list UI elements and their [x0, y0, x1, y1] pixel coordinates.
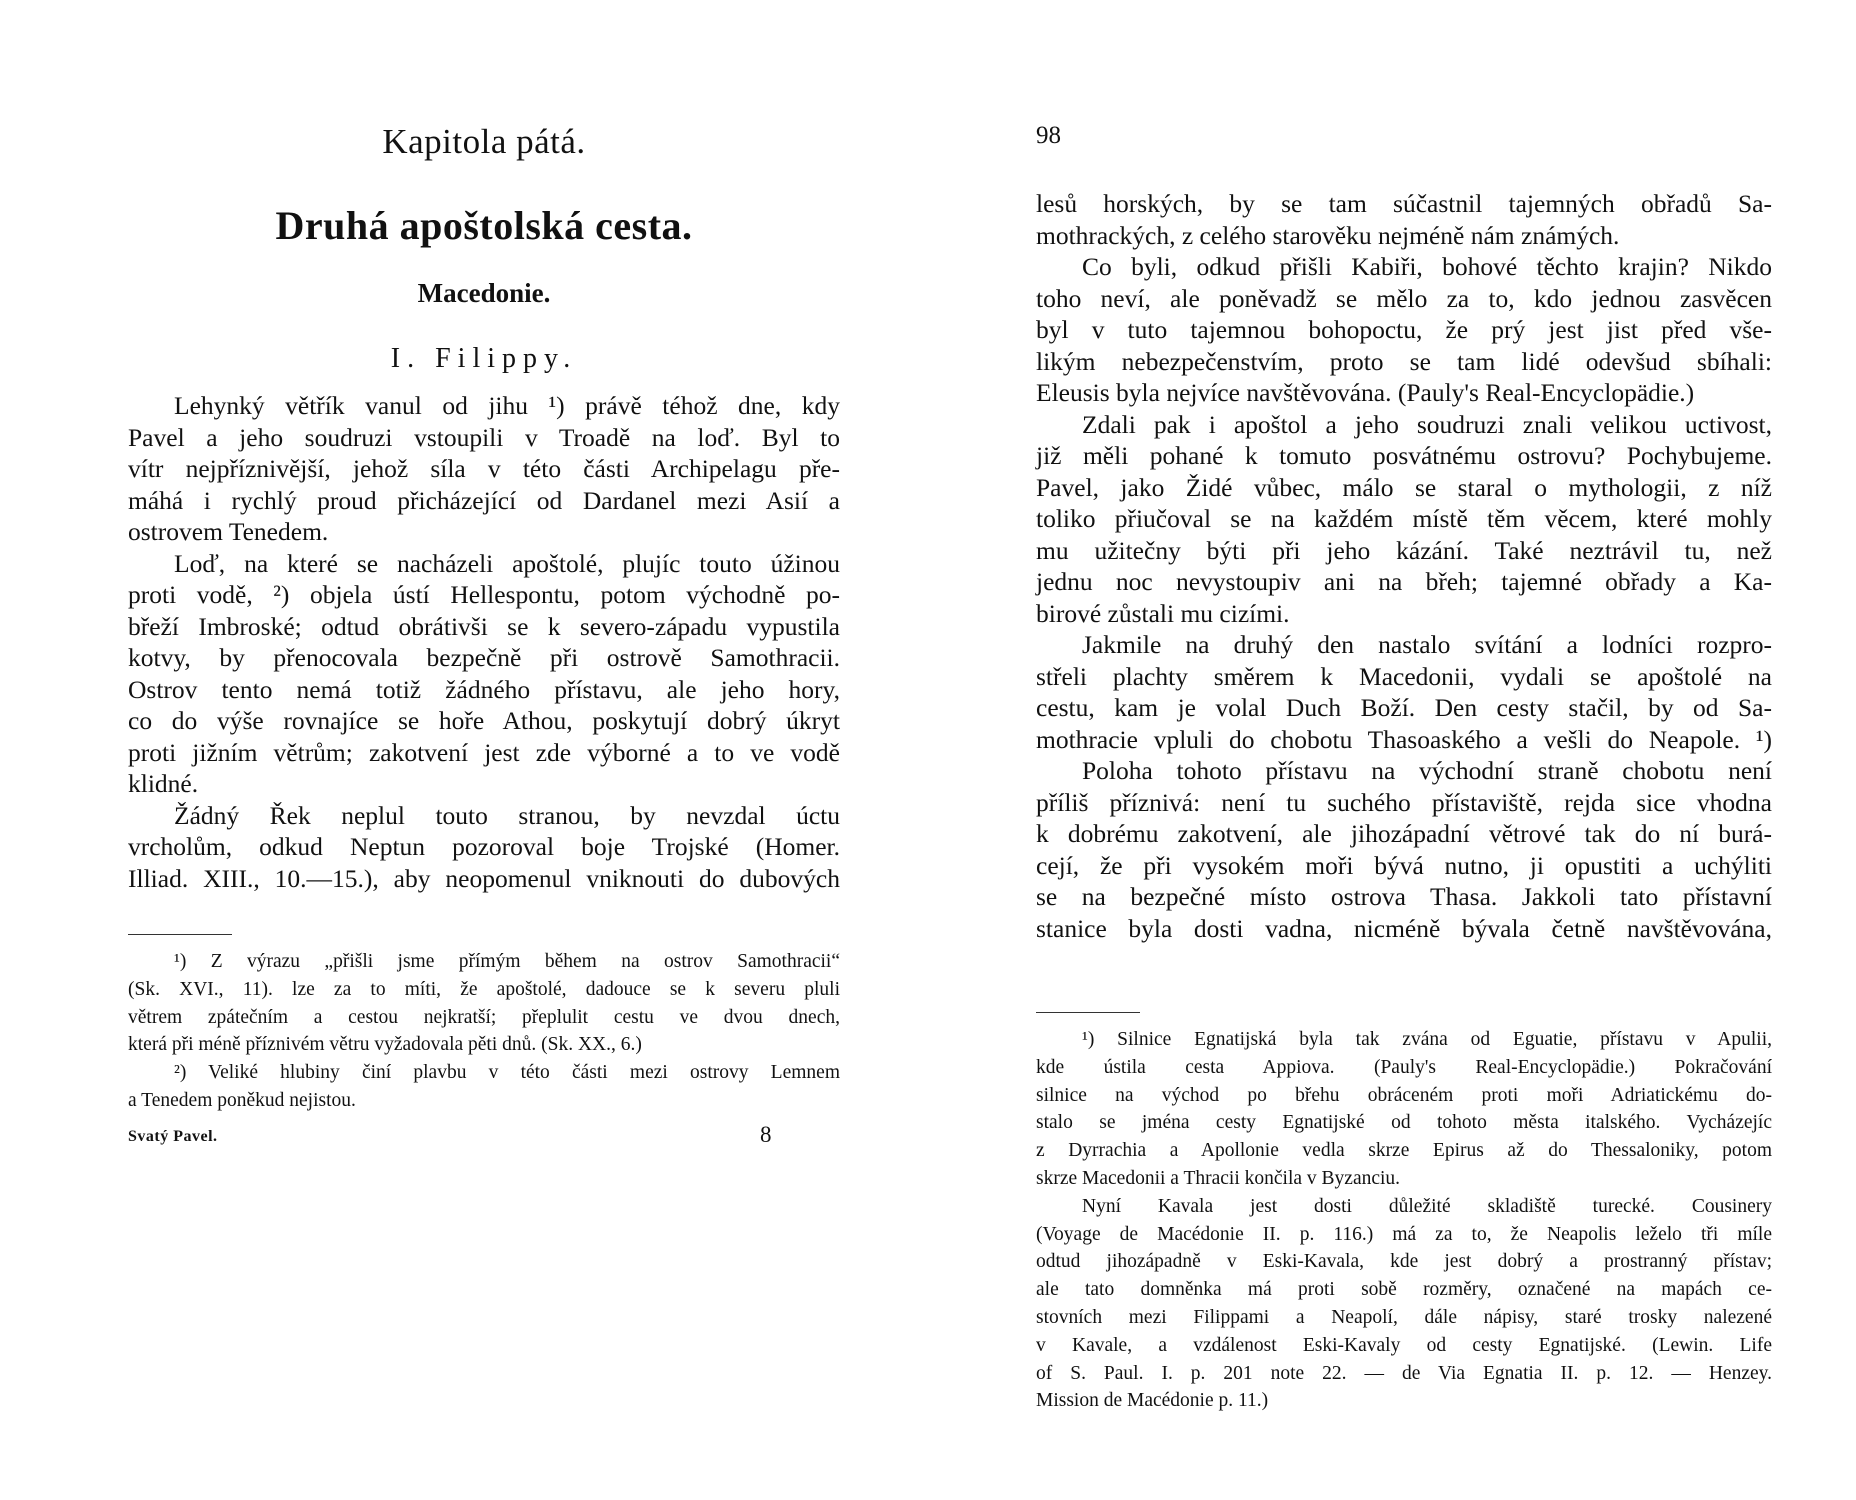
text-line: Jakmile na druhý den nastalo svítání a lodníci rozpro-: [1082, 630, 1772, 659]
footnote-line: v Kavale, a vzdálenost Eski-Kavaly od cesty Egnatijské. (Lewin. Life: [1036, 1334, 1772, 1356]
text-line: břeží Imbroské; odtud obrátivši se k severo-západu vypustila: [128, 611, 840, 641]
text-line: Pavel, jako Židé vůbec, málo se staral o mythologii, z níž: [1036, 472, 1772, 502]
text-line: již měli pohané k tomuto posvátnému ostrovu? Pochybujeme.: [1036, 441, 1772, 470]
right-body-text: [1036, 188, 1772, 944]
footnote-line: stovních mezi Filippami a Neapolí, dále nápisy, staré trosky nalezené: [1036, 1306, 1772, 1328]
footnote-line: ¹) Z výrazu „přišli jsme přímým během na ostrov Samothracii“: [174, 951, 840, 972]
text-line: Loď, na které se nacházeli apoštolé, plujíc touto úžinou: [174, 548, 840, 578]
text-line: Ostrov tento nemá totiž žádného přístavu, ale jeho hory,: [128, 674, 840, 704]
text-line: Co byli, odkud přišli Kabiři, bohové těchto krajin? Nikdo: [1082, 252, 1772, 281]
text-line: se na bezpečné místo ostrova Thasa. Jakkoli tato přístavní: [1036, 882, 1772, 911]
text-line: jednu noc nevystoupiv ani na břeh; tajemné obřady a Ka-: [1036, 567, 1772, 596]
footnote-line: ¹) Silnice Egnatijská byla tak zvána od Eguatie, přístavu v Apulii,: [1082, 1029, 1772, 1050]
section-heading: I. Filippy.: [390, 343, 578, 374]
footnote-line: stalo se jména cesty Egnatijské od tohoto města italského. Vycházejíc: [1036, 1112, 1772, 1134]
footnote-line: of S. Paul. I. p. 201 note 22. — de Via Egnatia II. p. 12. — Henzey.: [1036, 1362, 1772, 1384]
right-footnotes: [1036, 1026, 1772, 1415]
chapter-heading: Kapitola pátá.: [382, 122, 586, 161]
text-line: toliko přiučoval se na každém místě těm věcem, které mohly: [1036, 504, 1772, 533]
text-line: cejí, že při vysokém moři bývá nutno, ji opustiti a uchýliti: [1036, 850, 1772, 880]
sheet-number: 8: [760, 1122, 772, 1147]
left-body-text: [128, 390, 840, 894]
text-line: mu užitečny býti při jeho kázání. Také neztrávil tu, než: [1036, 535, 1772, 565]
text-line: birové zůstali mu cizími.: [1036, 598, 1290, 628]
text-line: stanice byla dosti vadna, nicméně bývala četně navštěvována,: [1036, 913, 1772, 943]
text-line: ostrovem Tenedem.: [128, 517, 329, 546]
text-line: vrcholům, odkud Neptun pozoroval boje Trojské (Homer.: [128, 832, 840, 861]
text-line: co do výše rovnajíce se hoře Athou, poskytují dobrý úkryt: [128, 706, 840, 735]
text-line: Zdali pak i apoštol a jeho soudruzi znali velikou uctivost,: [1082, 409, 1772, 439]
footnote-line: (Sk. XVI., 11). lze za to míti, že apoštolé, dadouce se k severu pluli: [128, 978, 840, 1000]
text-line: klidné.: [128, 769, 199, 798]
text-line: Eleusis byla nejvíce navštěvována. (Pauly's Real-Encyclopädie.): [1036, 378, 1695, 407]
text-line: máhá i rychlý proud přicházející od Dardanel mezi Asií a: [128, 485, 840, 515]
text-line: mothracie vpluli do chobotu Thasoaského a vešli do Neapole. ¹): [1036, 724, 1772, 754]
text-line: Pavel a jeho soudruzi vstoupili v Troadě na loď. Byl to: [128, 422, 840, 452]
footnote-line: odtud jihozápadně v Eski-Kavala, kde jest dobrý a prostranný přístav;: [1036, 1251, 1772, 1273]
footnote-divider: [1036, 1012, 1140, 1013]
text-line: střeli plachty směrem k Macedonii, vydali se apoštolé na: [1036, 661, 1772, 691]
footnote-line: (Voyage de Macédonie II. p. 116.) má za to, že Neapolis leželo tři míle: [1036, 1223, 1772, 1245]
text-line: kotvy, by přenocovala bezpečně při ostrově Samothracii.: [128, 643, 840, 672]
text-line: proti jižním větrům; zakotvení jest zde výborné a to ve vodě: [128, 737, 840, 767]
text-line: byl v tuto tajemnou bohopoctu, že prý jest jist před vše-: [1036, 315, 1772, 344]
footnote-line: ale tato domněnka má proti sobě rozměry, označené na mapách ce-: [1036, 1279, 1772, 1301]
footnote-line: která při méně příznivém větru vyžadovala pěti dnů. (Sk. XX., 6.): [128, 1034, 642, 1056]
text-line: k dobrému zakotvení, ale jihozápadní větrové tak do ní burá-: [1036, 819, 1772, 848]
chapter-subtitle: Macedonie.: [417, 278, 551, 308]
footnote-line: kde ústila cesta Appiova. (Pauly's Real-Encyclopädie.) Pokračování: [1036, 1056, 1772, 1078]
text-line: mothrackých, z celého starověku nejméně nám známých.: [1036, 220, 1620, 250]
footnote-line: ²) Veliké hlubiny činí plavbu v této části mezi ostrovy Lemnem: [174, 1062, 840, 1084]
text-line: Illiad. XIII., 10.—15.), aby neopomenul vniknouti do dubových: [128, 863, 840, 893]
text-line: Žádný Řek neplul touto stranou, by nevzdal úctu: [174, 800, 840, 830]
text-line: proti vodě, ²) objela ústí Hellespontu, potom východně po-: [128, 580, 840, 609]
text-line: Poloha tohoto přístavu na východní straně chobotu není: [1082, 756, 1772, 785]
left-footnotes: [128, 948, 840, 1115]
page-number: 98: [1036, 122, 1061, 149]
text-line: Lehynký větřík vanul od jihu ¹) právě téhož dne, kdy: [174, 391, 840, 420]
text-line: toho neví, ale poněvadž se mělo za to, kdo jednou zasvěcen: [1036, 283, 1772, 313]
text-line: vítr nejpříznivější, jehož síla v této části Archipelagu pře-: [128, 454, 840, 483]
footnote-line: silnice na východ po břehu obráceném proti moři Adriatickému do-: [1036, 1084, 1772, 1106]
text-line: cestu, kam je volal Duch Boží. Den cesty stačil, by od Sa-: [1036, 693, 1772, 722]
footnote-line: skrze Macedonii a Thracii končila v Byzanciu.: [1036, 1167, 1401, 1189]
text-line: lesů horských, by se tam súčastnil tajemných obřadů Sa-: [1036, 189, 1772, 218]
footnote-line: Mission de Macédonie p. 11.): [1036, 1390, 1269, 1412]
footnote-line: z Dyrrachia a Apollonie vedla skrze Epirus až do Thessaloniky, potom: [1036, 1140, 1772, 1162]
chapter-title: Druhá apoštolská cesta.: [275, 203, 693, 248]
text-line: likým nebezpečenstvím, proto se tam lidé odevšud sbíhali:: [1036, 346, 1772, 376]
footnote-line: větrem zpátečním a cestou nejkratší; přeplulit cestu ve dvou dnech,: [128, 1006, 840, 1028]
footnote-divider: [128, 934, 232, 935]
footnote-line: a Tenedem poněkud nejistou.: [128, 1089, 356, 1111]
text-line: příliš příznivá: není tu suchého přístaviště, rejda sice vhodna: [1036, 787, 1772, 817]
signature-mark: Svatý Pavel.: [128, 1128, 218, 1145]
footnote-line: Nyní Kavala jest dosti důležité skladiště turecké. Cousinery: [1082, 1195, 1772, 1217]
